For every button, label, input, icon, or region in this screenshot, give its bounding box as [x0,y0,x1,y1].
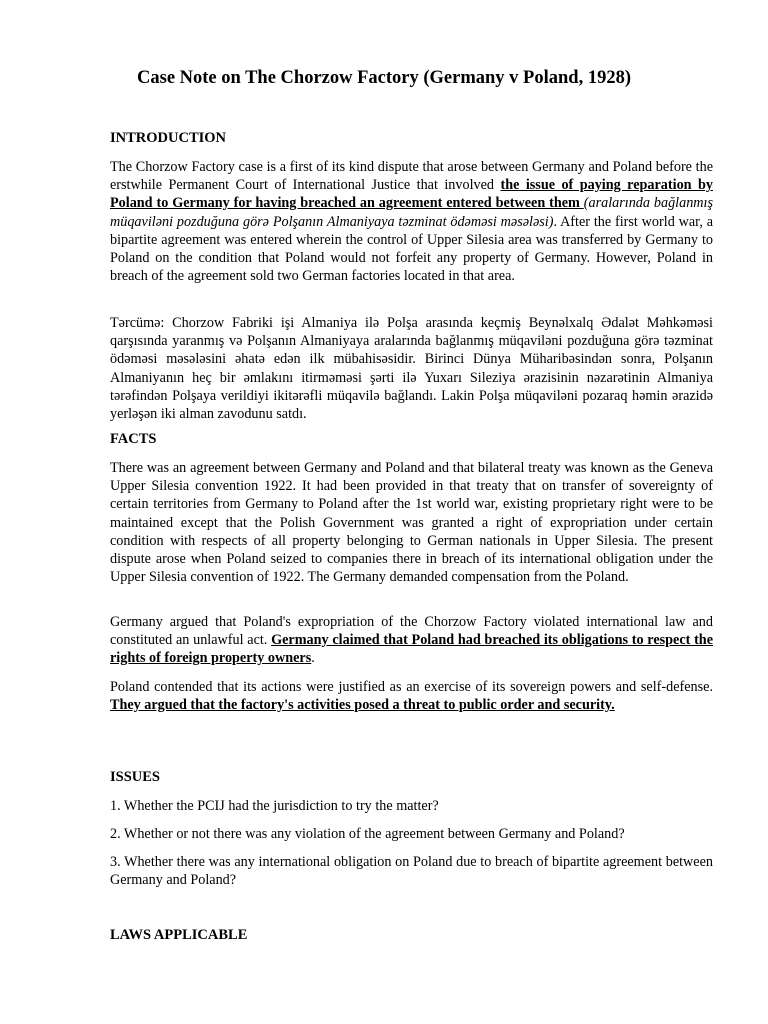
facts-p3-underlined: They argued that the factory's activities posed a threat to public order and security. [110,697,615,714]
facts-p2-underlined: Germany claimed that Poland had breached its obligations to respect the rights of foreign property owners [110,632,713,667]
facts-paragraph-3 [110,678,713,714]
facts-p3-text: Poland contended that its actions were justified as an exercise of its sovereign powers and self-defense. [110,679,713,695]
issue-item: 2. Whether or not there was any violation of the agreement between Germany and Poland? [110,826,625,842]
intro-underlined-text: the issue of paying reparation by Poland to Germany for having breached an agreement entered between them [110,177,713,212]
issues-heading: ISSUES [110,769,160,785]
facts-heading: FACTS [110,431,157,447]
translation-paragraph: Tərcümə: Chorzow Fabriki işi Almaniya ilə Polşa arasında keçmiş Beynəlxalq Ədalət Məhkəməsi qarşısında yaranmış və Polşanın Almaniyaya aralarında bağlanmış müqaviləni pozduğuna görə təzminat ödəməsi məsələsini əhatə edən ilk mübahisəsidir. Birinci Dünya Müharibəsindən sonra, Polşanın Almaniyanın heç bir əmlakını itirməməsi şərti ilə Yuxarı Sileziya ərazisinin nəzarətinin Almaniya tərəfindən Polşaya verildiyi ikitərəfli müqavilə bağlandı. Lakin Polşa müqaviləni pozaraq həmin ərazidə yerləşən iki alman zavodunu satdı. [110,315,713,423]
laws-applicable-heading: LAWS APPLICABLE [110,927,248,943]
facts-paragraph-2 [110,613,713,668]
page-title: Case Note on The Chorzow Factory (Germany v Poland, 1928) [137,68,631,88]
issue-item: 3. Whether there was any international obligation on Poland due to breach of bipartite agreement between Germany and Poland? [110,854,713,889]
facts-p2-end: . [311,650,315,667]
issue-item: 1. Whether the PCIJ had the jurisdiction to try the matter? [110,798,439,814]
facts-paragraph-1: There was an agreement between Germany and Poland and that bilateral treaty was known as the Geneva Upper Silesia convention 1922. It had been provided in that treaty that on transfer of sovereignty of certain territories from Germany to Poland after the 1st world war, existing proprietary right were to be maintained except that the Polish Government was granted a right of expropriation under certain condition with respects of all property belonging to German nationals in Upper Silesia. The present dispute arose when Poland seized to companies there in breach of its international obligation under the Upper Silesia convention of 1922. The Germany demanded compensation from the Poland. [110,460,713,586]
introduction-paragraph [110,158,713,285]
intro-text-start: The Chorzow Factory case is a first of its kind dispute that arose between Germany and Poland before the erstwhile Permanent Court of International Justice that involved [110,159,713,194]
intro-italic-translation: (aralarında bağlanmış müqaviləni pozduğuna görə Polşanın Almaniyaya təzminat ödəməsi məsələsi) [110,195,714,230]
intro-text-end: . After the first world war, a bipartite agreement was entered wherein the control of Upper Silesia area was transferred by Germany to Poland on the condition that Poland would not forfeit any property of Germany. However, Poland in breach of the agreement sold two German factories located in that area. [110,213,713,285]
introduction-heading: INTRODUCTION [110,130,227,146]
facts-p2-text: Germany argued that Poland's expropriation of the Chorzow Factory violated international law and constituted an unlawful act. [110,614,713,649]
